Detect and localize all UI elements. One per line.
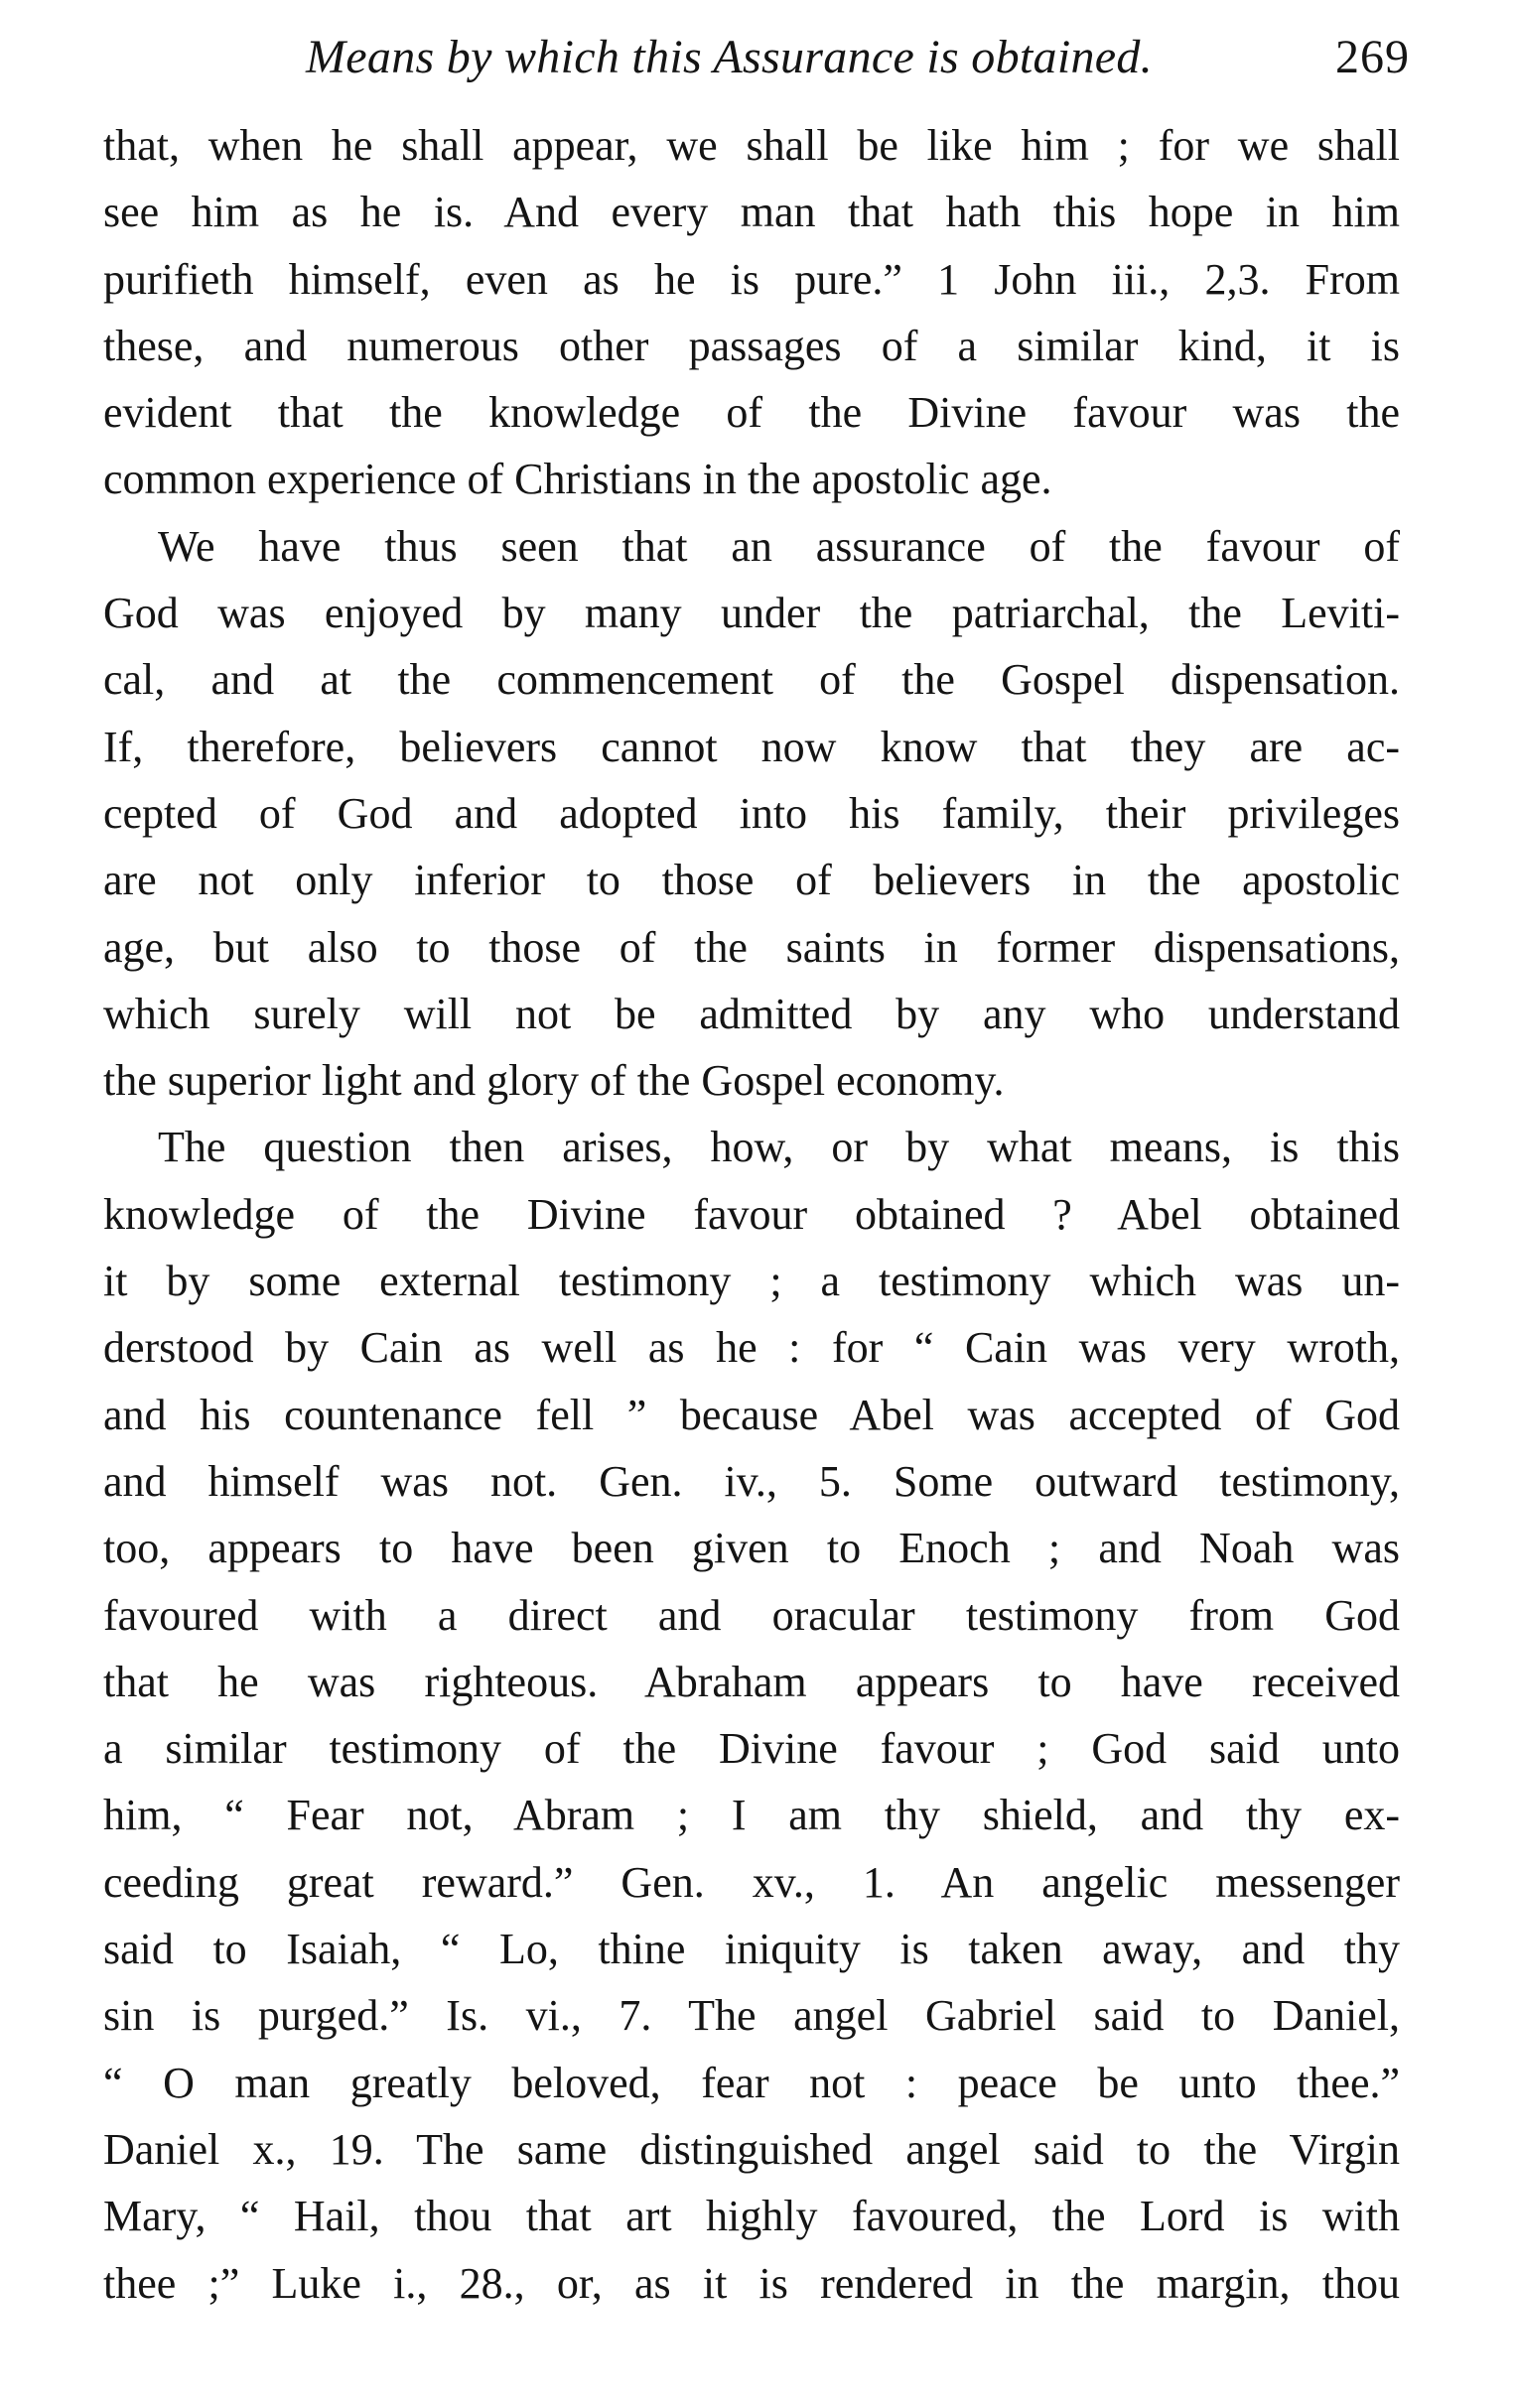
- running-head: [99, 22, 1410, 85]
- text-line: ceeding great reward.” Gen. xv., 1. An angelic messenger: [103, 1857, 1400, 1907]
- text-line: “ O man greatly beloved, fear not : peace be unto thee.”: [103, 2058, 1400, 2107]
- text-line: common experience of Christians in the apostolic age.: [103, 455, 1052, 504]
- text-line: Daniel x., 19. The same distinguished angel said to the Virgin: [103, 2124, 1400, 2174]
- text-line: Mary, “ Hail, thou that art highly favoured, the Lord is with: [103, 2192, 1400, 2241]
- text-line: cal, and at the commencement of the Gospel dispensation.: [103, 655, 1400, 705]
- text-line: age, but also to those of the saints in former dispensations,: [103, 922, 1400, 972]
- text-line: If, therefore, believers cannot now know that they are ac-: [103, 722, 1400, 771]
- text-line: favoured with a direct and oracular testimony from God: [103, 1590, 1400, 1640]
- text-line: are not only inferior to those of believers in the apostolic: [103, 856, 1400, 905]
- text-line: sin is purged.” Is. vi., 7. The angel Gabriel said to Daniel,: [103, 1991, 1400, 2041]
- text-line: him, “ Fear not, Abram ; I am thy shield, and thy ex-: [103, 1791, 1400, 1840]
- paragraph-start-line: The question then arises, how, or by what means, is this: [158, 1123, 1400, 1172]
- text-line: too, appears to have been given to Enoch ; and Noah was: [103, 1524, 1400, 1573]
- text-line: derstood by Cain as well as he : for “ Cain was very wroth,: [103, 1323, 1400, 1373]
- text-line: that, when he shall appear, we shall be like him ; for we shall: [103, 121, 1400, 170]
- page-number: 269: [1335, 31, 1410, 83]
- text-line: God was enjoyed by many under the patriarchal, the Leviti-: [103, 589, 1400, 638]
- body-text: [103, 112, 1400, 2317]
- text-line: knowledge of the Divine favour obtained ? Abel obtained: [103, 1189, 1400, 1239]
- text-line: cepted of God and adopted into his family, their privileges: [103, 788, 1400, 838]
- text-line: a similar testimony of the Divine favour ; God said unto: [103, 1724, 1400, 1774]
- text-line: thee ;” Luke i., 28., or, as it is rendered in the margin, thou: [103, 2258, 1400, 2308]
- text-line: it by some external testimony ; a testimony which was un-: [103, 1257, 1400, 1306]
- text-line: said to Isaiah, “ Lo, thine iniquity is taken away, and thy: [103, 1925, 1400, 1974]
- text-line: evident that the knowledge of the Divine favour was the: [103, 388, 1400, 438]
- text-line: and himself was not. Gen. iv., 5. Some outward testimony,: [103, 1456, 1400, 1506]
- text-line: purifieth himself, even as he is pure.” 1 John iii., 2,3. From: [103, 254, 1400, 304]
- text-line: that he was righteous. Abraham appears to have received: [103, 1657, 1400, 1706]
- paragraph-start-line: We have thus seen that an assurance of the favour of: [158, 521, 1400, 571]
- text-line: the superior light and glory of the Gospel economy.: [103, 1056, 1005, 1106]
- text-line: see him as he is. And every man that hath this hope in him: [103, 188, 1400, 237]
- text-line: these, and numerous other passages of a similar kind, it is: [103, 321, 1400, 370]
- running-title: Means by which this Assurance is obtained.: [306, 31, 1153, 83]
- text-line: which surely will not be admitted by any who understand: [103, 989, 1400, 1038]
- text-line: and his countenance fell ” because Abel was accepted of God: [103, 1390, 1400, 1439]
